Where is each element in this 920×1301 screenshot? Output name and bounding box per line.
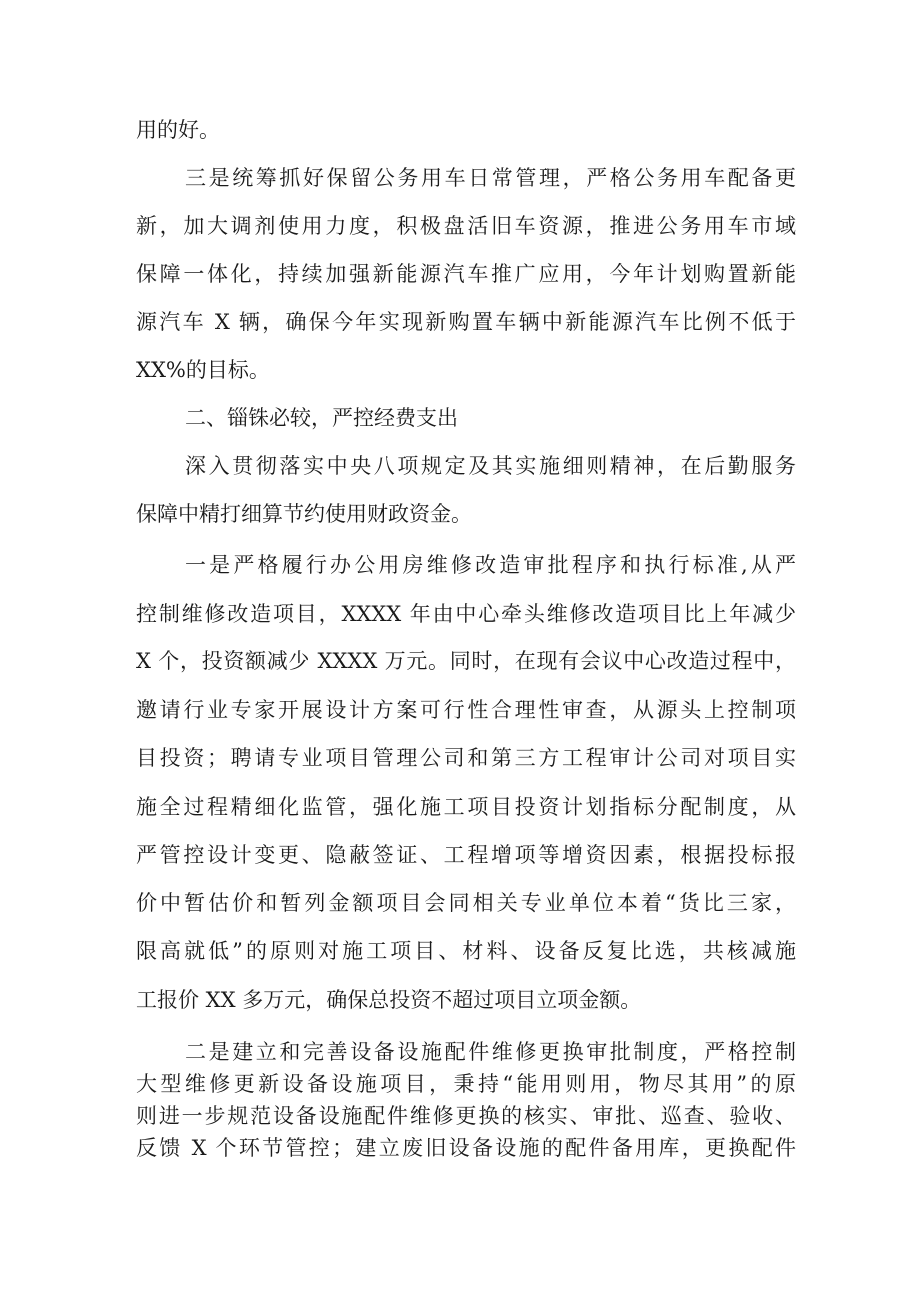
text-line: 严管控设计变更、隐蔽签证、工程增项等增资因素，根据投标报 (136, 843, 796, 867)
text-line: 反馈 X 个环节管控；建立废旧设备设施的配件备用库，更换配件 (136, 1136, 796, 1160)
text-line: 保障一体化，持续加强新能源汽车推广应用，今年计划购置新能 (136, 262, 796, 286)
text-line: 用的好。 (136, 118, 220, 142)
text-line: 一是严格履行办公用房维修改造审批程序和执行标准,从严 (185, 553, 796, 577)
text-line: 二是建立和完善设备设施配件维修更换审批制度，严格控制 (185, 1040, 796, 1064)
text-line: 深入贯彻落实中央八项规定及其实施细则精神，在后勤服务 (185, 454, 796, 478)
text-line: 保障中精打细算节约使用财政资金。 (136, 502, 472, 526)
text-line: X 个，投资额减少 XXXX 万元。同时，在现有会议中心改造过程中， (136, 649, 796, 673)
text-line: 价中暂估价和暂列金额项目会同相关专业单位本着“货比三家， (136, 891, 796, 915)
text-line: 工报价 XX 多万元，确保总投资不超过项目立项金额。 (136, 988, 642, 1012)
text-line: 控制维修改造项目，XXXX 年由中心牵头维修改造项目比上年减少 (136, 602, 796, 626)
text-line: XX%的目标。 (136, 358, 270, 382)
text-line: 大型维修更新设备设施项目，秉持“能用则用，物尽其用”的原 (136, 1072, 796, 1096)
text-line: 目投资；聘请专业项目管理公司和第三方工程审计公司对项目实 (136, 746, 796, 770)
text-line: 限高就低”的原则对施工项目、材料、设备反复比选，共核减施 (136, 939, 796, 963)
text-line: 则进一步规范设备设施配件维修更换的核实、审批、巡查、验收、 (136, 1104, 796, 1128)
section-heading: 二、锱铢必较，严控经费支出 (185, 406, 458, 430)
text-line: 源汽车 X 辆，确保今年实现新购置车辆中新能源汽车比例不低于 (136, 310, 796, 334)
text-line: 新，加大调剂使用力度，积极盘活旧车资源，推进公务用车市域 (136, 214, 796, 238)
text-line: 邀请行业专家开展设计方案可行性合理性审查，从源头上控制项 (136, 698, 796, 722)
text-line: 施全过程精细化监管，强化施工项目投资计划指标分配制度，从 (136, 795, 796, 819)
text-line: 三是统筹抓好保留公务用车日常管理，严格公务用车配备更 (185, 166, 796, 190)
